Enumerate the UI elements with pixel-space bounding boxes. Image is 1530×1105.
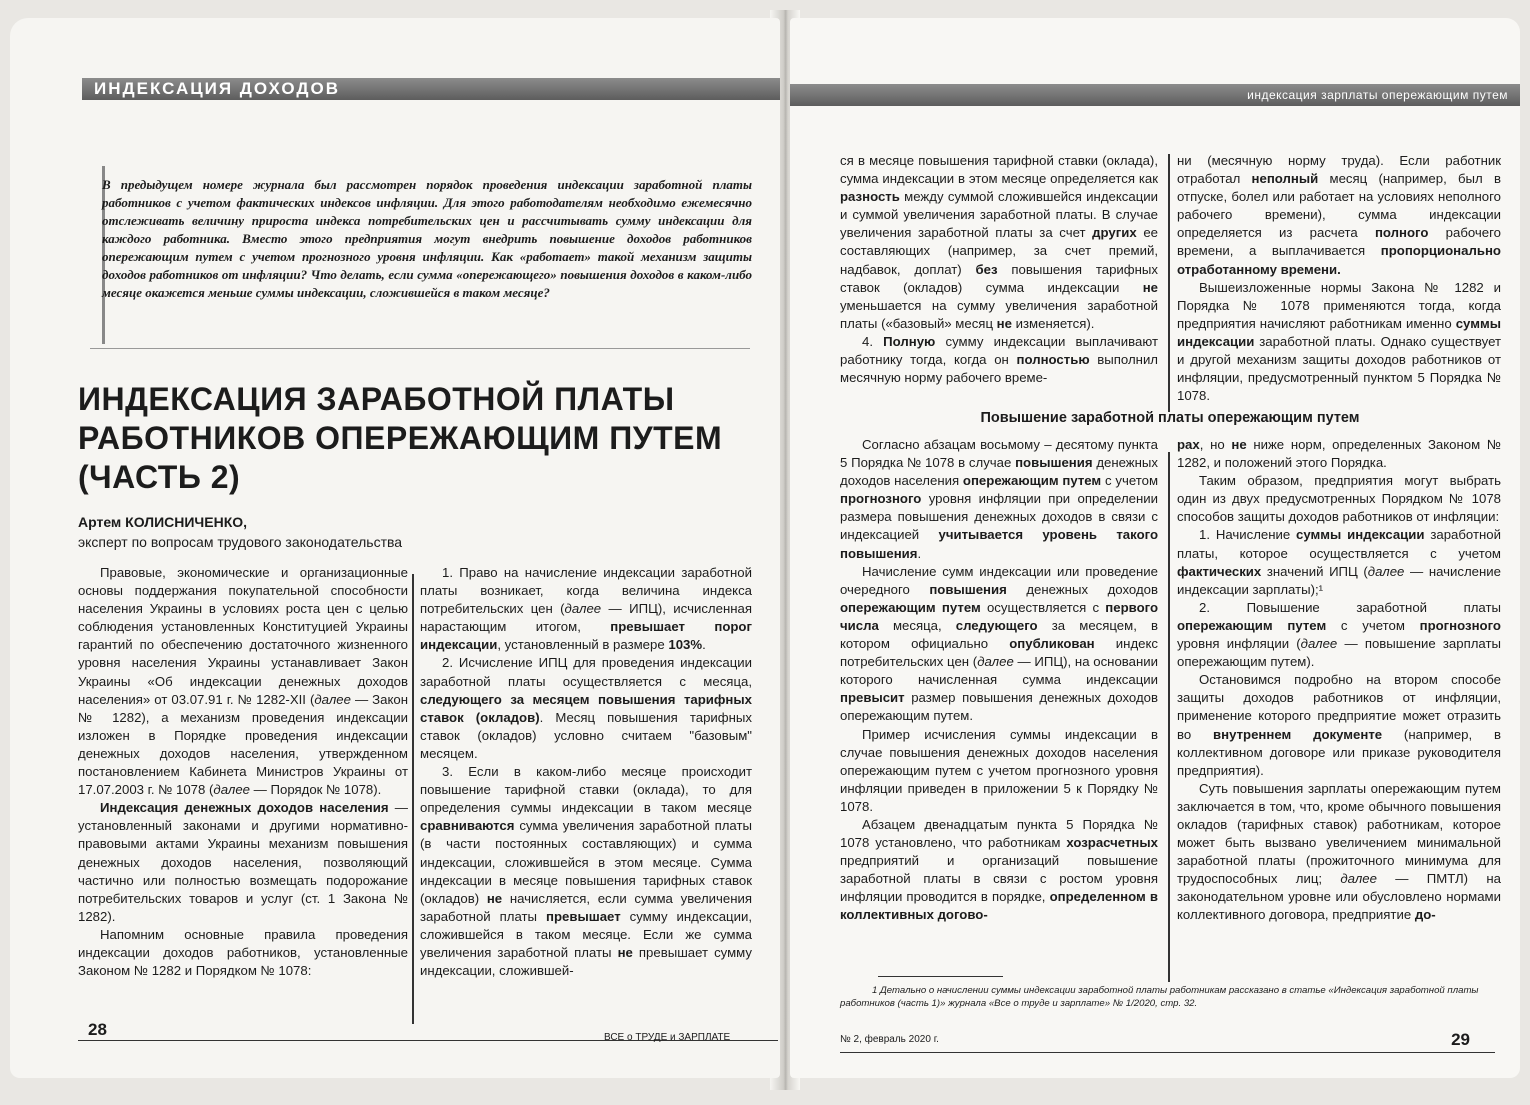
paragraph: Напомним основные правила проведения индексации доходов работников, установленные Законом № 1282 и Порядком № 1078:	[78, 926, 408, 979]
page-number: 28	[88, 1020, 107, 1039]
paragraph: Таким образом, предприятия могут выбрать один из двух предусмотренных Порядком № 1078 способов защиты доходов работников от инфляции:	[1177, 473, 1501, 525]
footer-rule	[840, 1052, 1495, 1053]
paragraph: ни (месячную норму труда). Если работник отработал неполный месяц (например, был в отпуске, болел или работает на условиях неполного рабочего времени), сумма индексации определяется из расчета полного рабочего времени, а выплачивается пропорционально отработанному времени.	[1177, 153, 1502, 277]
right-column-1b	[840, 436, 1158, 925]
title-line: РАБОТНИКОВ ОПЕРЕЖАЮЩИМ ПУТЕМ	[78, 420, 723, 456]
paragraph: 2. Исчисление ИПЦ для проведения индексации заработной платы осуществляется с месяца, следующего за месяцем повышения тарифных ставок (окладов). Месяц повышения тарифных ставок (окладов) условно считаем "базовым" месяцем.	[420, 655, 752, 761]
paragraph: Согласно абзацам восьмому – десятому пункта 5 Порядка № 1078 в случае повышения денежных доходов населения опережающим путем с учетом прогнозного уровня инфляции при определении размера повышения денежных доходов в связи с индексацией учитывается уровень такого повышения.	[840, 437, 1159, 561]
paragraph: Пример исчисления суммы индексации в случае повышения денежных доходов населения опережающим путем с учетом прогнозного уровня инфляции приведен в приложении 5 к Порядку № 1078.	[840, 726, 1158, 814]
paragraph: 1. Начисление суммы индексации заработной платы, которое осуществляется с учетом фактических значений ИПЦ (далее — начисление индексации зарплаты);¹	[1177, 527, 1501, 597]
author-role: эксперт по вопросам трудового законодательства	[78, 534, 403, 550]
paragraph: Индексация денежных доходов населения — установленный законами и другими нормативно-правовыми актами Украины механизм повышения денежных доходов населения, позволяющий частично или полностью возмещать подорожание потребительских товаров и услуг (ст. 1 Закона № 1282).	[78, 800, 408, 924]
right-column-1	[840, 152, 1158, 387]
section-header-bar	[790, 84, 1520, 106]
column-divider	[412, 574, 414, 1024]
title-line: (ЧАСТЬ 2)	[78, 459, 241, 495]
footer-magazine: ВСЕ о ТРУДЕ и ЗАРПЛАТЕ	[604, 1032, 731, 1043]
article-title	[78, 380, 758, 497]
left-page	[10, 18, 780, 1078]
section-header: ИНДЕКСАЦИЯ ДОХОДОВ	[94, 79, 341, 98]
footer-issue: № 2, февраль 2020 г.	[840, 1034, 939, 1045]
paragraph: ся в месяце повышения тарифной ставки (оклада), сумма индексации в этом месяце определяется как разность между суммой сложившейся индексации и суммой увеличения заработной платы. В случае увеличения заработной платы за счет других ее составляющих (например, за счет премий, надбавок, доплат) без повышения тарифных ставок (окладов) сумма индексации не уменьшается на сумму увеличения заработной платы («базовый» месяц не изменяется).	[840, 153, 1158, 331]
paragraph: Правовые, экономические и организационные основы поддержания покупательной способности населения Украины в условиях роста цен с целью соблюдения установленных Конституцией Украины гарантий по обеспечению достаточного жизненного уровня населения Украины устанавливает Закон Украины «Об индексации денежных доходов населения» от 03.07.91 г. № 1282-XII (далее — Закон № 1282), а механизм проведения индексации изложен в Порядке проведения индексации денежных доходов населения, утвержденном постановлением Кабинета Министров Украины от 17.07.2003 г. № 1078 (далее — Порядок № 1078).	[78, 565, 408, 798]
left-column-1	[78, 564, 408, 980]
right-column-2	[1177, 152, 1501, 405]
column-divider	[1168, 452, 1170, 982]
paragraph: Абзацем двенадцатым пункта 5 Порядка № 1078 установлено, что работникам хозрасчетных предприятий и организаций повышение заработной платы в связи с ростом уровня инфляции проводится в порядке, определенном в коллективных догово-	[840, 816, 1158, 923]
column-divider	[1168, 154, 1170, 412]
paragraph: Остановимся подробно на втором способе защиты доходов работников от инфляции, применение которого предприятие может отразить во внутреннем документе (например, в коллективном договоре или приказе руководителя предприятия).	[1177, 672, 1501, 778]
author-name: Артем КОЛИСНИЧЕНКО,	[78, 514, 248, 530]
page-number: 29	[1451, 1030, 1470, 1049]
paragraph: рах, но не ниже норм, определенных Законом № 1282, и положений этого Порядка.	[1177, 437, 1501, 471]
intro-divider	[90, 348, 750, 349]
subheading: Повышение заработной платы опережающим путем	[980, 410, 1360, 426]
footnote-rule	[878, 976, 1003, 977]
paragraph: Вышеизложенные нормы Закона № 1282 и Порядка № 1078 применяются тогда, когда предприятия начисляют работникам именно суммы индексации заработной платы. Однако существует и другой механизм защиты доходов работников от инфляции, предусмотренный пунктом 5 Порядка № 1078.	[1177, 279, 1501, 404]
right-page	[790, 18, 1520, 1078]
paragraph: 1. Право на начисление индексации заработной платы возникает, когда величина индекса потребительских цен (далее — ИПЦ), исчисленная нарастающим итогом, превышает порог индексации, установленный в размере 103%.	[420, 565, 752, 653]
intro-lead: В предыдущем номере журнала был рассмотрен порядок проведения индексации заработной платы работников с учетом фактических индексов инфляции. Для этого работодателям необходимо ежемесячно отслеживать величину прироста индекса потребительских цен и рассчитывать сумму индексации для каждого работника. Вместо этого предприятия могут внедрить повышение доходов работников опережающим путем с учетом прогнозного уровня инфляции. Как «работает» такой механизм защиты доходов работников от инфляции? Что делать, если сумма «опережающего» повышения доходов в каком-либо месяце окажется меньше суммы индексации, сложившейся в таком месяце?	[102, 177, 752, 300]
paragraph: Суть повышения зарплаты опережающим путем заключается в том, что, кроме обычного повышения окладов (тарифных ставок) работникам, которое может быть вызвано увеличением минимальной заработной платы (прожиточного минимума для трудоспособных лиц; далее — ПМТЛ) на законодательном уровне или обусловлено нормами коллективного договора, предприятие до-	[1177, 780, 1501, 923]
title-line: ИНДЕКСАЦИЯ ЗАРАБОТНОЙ ПЛАТЫ	[78, 381, 675, 417]
paragraph: Начисление сумм индексации или проведение очередного повышения денежных доходов опережающим путем осуществляется с первого числа месяца, следующего за месяцем, в котором официально опубликован индекс потребительских цен (далее — ИПЦ), на основании которого начисленная сумма индексации превысит размер повышения денежных доходов опережающим путем.	[840, 563, 1158, 724]
paragraph: 4. Полную сумму индексации выплачивают работнику тогда, когда он полностью выполнил месячную норму рабочего време-	[840, 333, 1159, 386]
section-header: индексация зарплаты опережающим путем	[1247, 88, 1508, 102]
footnote: 1 Детально о начислении суммы индексации заработной платы работникам рассказано в статье «Индексация заработной платы работников (часть 1)» журнала «Все о труде и зарплате» № 1/2020, стр. 32.	[840, 985, 1479, 1009]
paragraph: 2. Повышение заработной платы опережающим путем с учетом прогнозного уровня инфляции (далее — повышение зарплаты опережающим путем).	[1177, 599, 1501, 670]
right-column-2b	[1177, 436, 1501, 925]
left-column-2	[420, 564, 752, 980]
paragraph: 3. Если в каком-либо месяце происходит повышение тарифной ставки (оклада), то для определения суммы индексации в таком месяце сравниваются сумма увеличения заработной платы (в части постоянных составляющих) и сумма индексации, сложившейся в этом месяце. Сумма индексации в месяце повышения тарифных ставок (окладов) не начисляется, если сумма увеличения заработной платы превышает сумму индексации, сложившейся в таком месяце. Если же сумма увеличения заработной платы не превышает сумму индексации, сложившей-	[420, 764, 752, 979]
section-header-bar	[82, 78, 780, 100]
